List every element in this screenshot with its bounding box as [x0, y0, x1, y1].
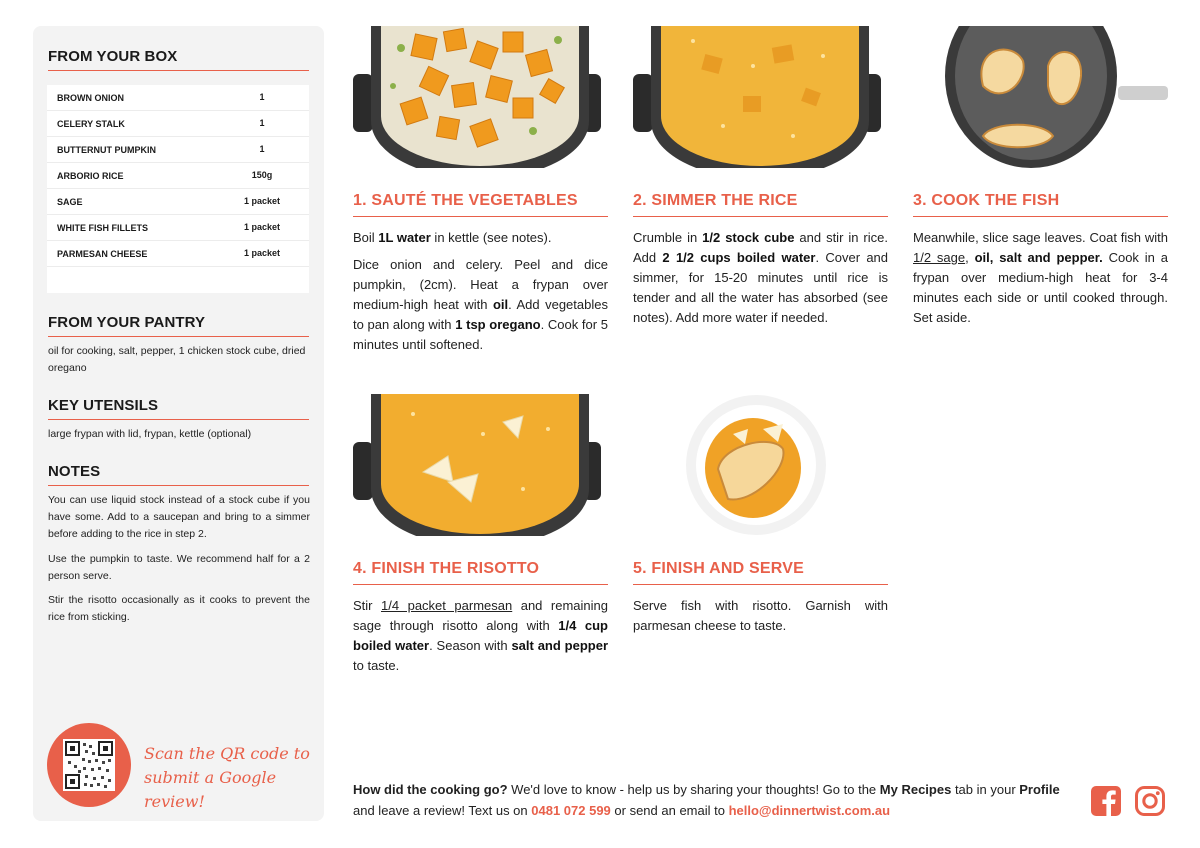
qr-caption-line: submit a Google review!	[144, 768, 277, 811]
note-2: Use the pumpkin to taste. We recommend half for a 2 person serve.	[48, 553, 310, 582]
divider	[353, 584, 608, 585]
qr-code-icon[interactable]	[63, 739, 115, 791]
step-2-image	[633, 26, 888, 168]
ingredient-name: PARMESAN CHEESE	[57, 249, 148, 259]
table-row	[47, 189, 309, 215]
table-row	[47, 163, 309, 189]
ingredient-qty: 1	[259, 92, 265, 102]
step-3-text: Meanwhile, slice sage leaves. Coat fish with 1/2 sage, oil, salt and pepper. Cook in a frypan over medium-high heat for 3-4 minutes each side or until cooked through. Set aside.	[913, 230, 1168, 325]
key-utensils-title: KEY UTENSILS	[48, 397, 159, 414]
divider	[353, 216, 608, 217]
step-1-title: 1. SAUTÉ THE VEGETABLES	[353, 192, 578, 209]
ingredient-qty: 1 packet	[243, 196, 281, 206]
from-your-pantry-title: FROM YOUR PANTRY	[48, 314, 206, 331]
divider	[913, 216, 1168, 217]
utensils-text: large frypan with lid, frypan, kettle (optional)	[48, 428, 252, 440]
pantry-text: oil for cooking, salt, pepper, 1 chicken stock cube, dried oregano	[48, 345, 306, 374]
sidebar	[33, 26, 324, 821]
ingredient-name: ARBORIO RICE	[57, 171, 124, 181]
divider	[48, 419, 309, 420]
qr-caption	[144, 742, 314, 814]
ingredient-name: BROWN ONION	[57, 93, 124, 103]
ingredient-qty: 1	[259, 144, 265, 154]
facebook-icon[interactable]	[1090, 785, 1122, 817]
ingredient-name: CELERY STALK	[57, 119, 125, 129]
step-5-image	[633, 394, 888, 536]
step-1-paragraph-1: Boil 1L water in kettle (see notes).	[353, 230, 552, 245]
ingredient-qty: 1	[259, 118, 265, 128]
ingredient-qty: 1 packet	[243, 222, 281, 232]
divider	[48, 336, 309, 337]
table-row	[47, 241, 309, 267]
step-5-text: Serve fish with risotto. Garnish with parmesan cheese to taste.	[633, 598, 888, 633]
divider	[633, 584, 888, 585]
step-3-image	[913, 26, 1168, 168]
ingredient-name: BUTTERNUT PUMPKIN	[57, 145, 156, 155]
qr-caption-line: Scan the QR code to	[144, 744, 310, 763]
qr-code-badge[interactable]	[47, 723, 131, 807]
divider	[48, 485, 309, 486]
table-row	[47, 111, 309, 137]
step-1-image	[353, 26, 608, 168]
table-row	[47, 137, 309, 163]
step-2-text: Crumble in 1/2 stock cube and stir in rice. Add 2 1/2 cups boiled water. Cover and simmer, for 15-20 minutes until rice is tender and all the water has absorbed (see notes). Add more water if needed.	[633, 230, 889, 325]
table-row	[47, 215, 309, 241]
ingredients-table	[47, 85, 309, 293]
step-4-image	[353, 394, 608, 536]
step-2-title: 2. SIMMER THE RICE	[633, 192, 798, 209]
email-link[interactable]: hello@dinnertwist.com.au	[728, 803, 891, 818]
ingredient-name: SAGE	[57, 197, 83, 207]
ingredient-qty: 1 packet	[243, 248, 281, 258]
divider	[633, 216, 888, 217]
note-3: Stir the risotto occasionally as it cooks to prevent the rice from sticking.	[48, 594, 310, 623]
from-your-box-title: FROM YOUR BOX	[48, 48, 178, 65]
table-row	[47, 85, 309, 111]
step-1-text	[353, 228, 608, 355]
step-4-text: Stir 1/4 packet parmesan and remaining sage through risotto along with 1/4 cup boiled water. Season with salt and pepper to taste.	[353, 598, 609, 673]
step-5-title: 5. FINISH AND SERVE	[633, 560, 804, 577]
step-3-title: 3. COOK THE FISH	[913, 192, 1060, 209]
step-1-paragraph-2: Dice onion and celery. Peel and dice pumpkin, (2cm). Heat a frypan over medium-high heat with oil. Add vegetables to pan along with 1 tsp oregano. Cook for 5 minutes until softened.	[353, 257, 609, 352]
step-4-title: 4. FINISH THE RISOTTO	[353, 560, 540, 577]
review-prompt: How did the cooking go? We'd love to know - help us by sharing your thoughts! Go to the My Recipes tab in your Profile and leave a review! Text us on 0481 072 599 or send an email to hello@dinnertwist.com.au	[353, 782, 1060, 818]
note-1: You can use liquid stock instead of a stock cube if you have some. Add to a saucepan and bring to a simmer before adding to the rice in step 2.	[48, 494, 310, 540]
divider	[48, 70, 309, 71]
ingredient-name: WHITE FISH FILLETS	[57, 223, 148, 233]
ingredient-qty: 150g	[251, 170, 273, 180]
phone-link[interactable]: 0481 072 599	[531, 803, 611, 818]
instagram-icon[interactable]	[1134, 785, 1166, 817]
notes-title: NOTES	[48, 463, 101, 480]
